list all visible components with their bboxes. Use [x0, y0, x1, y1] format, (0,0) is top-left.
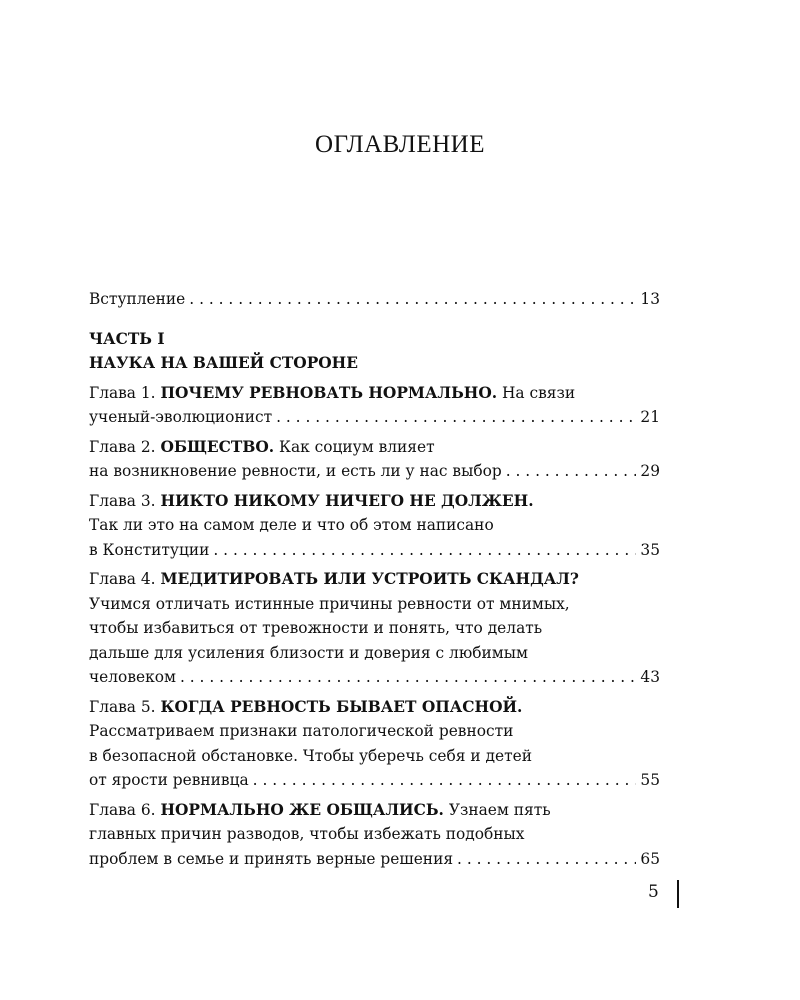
- dot-leader: [253, 768, 637, 793]
- chapter-text: ученый-эволюционист: [89, 408, 273, 426]
- toc-page-number: 65: [640, 849, 660, 868]
- chapter-number: Глава 6.: [89, 800, 156, 819]
- chapter-last-line: [89, 768, 660, 793]
- chapter-heading-line: [89, 381, 660, 406]
- chapter-text: чтобы избавиться от тревожности и понять, что делать: [89, 619, 543, 637]
- chapter-text: проблем в семье и принять верные решения: [89, 849, 454, 868]
- toc-entry-chapter-3[interactable]: [89, 489, 660, 563]
- toc-entry-chapter-2[interactable]: [89, 435, 660, 484]
- chapter-subtitle: Как социум влияет: [279, 437, 435, 456]
- chapter-number: Глава 4.: [89, 570, 156, 588]
- chapter-heading-line: [89, 695, 660, 720]
- toc-page-number: 13: [640, 290, 660, 308]
- chapter-heading-line: [89, 435, 660, 460]
- chapter-text: главных причин разводов, чтобы избежать подобных: [89, 825, 525, 843]
- toc-entry-intro[interactable]: [89, 287, 660, 312]
- toc-entry-chapter-6[interactable]: [89, 798, 660, 872]
- dot-leader: [213, 538, 636, 563]
- chapter-text: от ярости ревнивца: [89, 771, 249, 789]
- chapter-title: НИКТО НИКОМУ НИЧЕГО НЕ ДОЛЖЕН.: [160, 491, 534, 510]
- toc-page-number: 29: [640, 462, 660, 480]
- chapter-text: на возникновение ревности, и есть ли у нас выбор: [89, 462, 502, 480]
- chapter-number: Глава 1.: [89, 383, 156, 402]
- chapter-last-line: [89, 459, 660, 484]
- toc-page-number: 55: [640, 771, 660, 789]
- toc-entry-chapter-1[interactable]: [89, 381, 660, 430]
- chapter-text: человеком: [89, 668, 176, 686]
- folio-rule: [677, 880, 679, 908]
- toc-entry-label: Вступление: [89, 290, 186, 308]
- chapter-text: в безопасной обстановке. Чтобы уберечь себя и детей: [89, 746, 532, 765]
- table-of-contents: [89, 287, 660, 871]
- chapter-text: в Конституции: [89, 540, 210, 559]
- dot-leader: [457, 847, 636, 872]
- dot-leader: [189, 287, 636, 312]
- chapter-subtitle: На связи: [502, 383, 576, 402]
- dot-leader: [276, 405, 636, 430]
- toc-page-number: 21: [640, 408, 660, 426]
- page-title: ОГЛАВЛЕНИЕ: [315, 131, 485, 158]
- page-folio-number: 5: [648, 882, 659, 902]
- chapter-title: КОГДА РЕВНОСТЬ БЫВАЕТ ОПАСНОЙ.: [160, 697, 523, 716]
- chapter-list: [89, 381, 660, 872]
- chapter-last-line: [89, 405, 660, 430]
- chapter-title: ОБЩЕСТВО.: [160, 437, 275, 456]
- dot-leader: [180, 665, 636, 690]
- chapter-heading-line: [89, 489, 660, 514]
- chapter-number: Глава 5.: [89, 697, 156, 716]
- chapter-heading-line: [89, 798, 660, 823]
- chapter-text: Так ли это на самом деле и что об этом написано: [89, 516, 494, 534]
- chapter-last-line: [89, 665, 660, 690]
- toc-page-number: 43: [640, 668, 660, 686]
- part-number: ЧАСТЬ I: [89, 329, 165, 348]
- chapter-title: МЕДИТИРОВАТЬ ИЛИ УСТРОИТЬ СКАНДАЛ?: [160, 570, 579, 588]
- toc-entry-chapter-5[interactable]: [89, 695, 660, 793]
- chapter-text: дальше для усиления близости и доверия с любимым: [89, 643, 528, 662]
- chapter-text: Рассматриваем признаки патологической ревности: [89, 722, 514, 740]
- chapter-title: ПОЧЕМУ РЕВНОВАТЬ НОРМАЛЬНО.: [160, 383, 498, 402]
- chapter-text: Учимся отличать истинные причины ревности от мнимых,: [89, 594, 570, 613]
- chapter-heading-line: [89, 567, 660, 592]
- part-heading: [89, 327, 660, 376]
- chapter-number: Глава 3.: [89, 491, 156, 510]
- chapter-number: Глава 2.: [89, 437, 156, 456]
- chapter-subtitle: Узнаем пять: [448, 800, 551, 819]
- chapter-last-line: [89, 847, 660, 872]
- chapter-last-line: [89, 538, 660, 563]
- toc-page-number: 35: [640, 540, 660, 559]
- part-name: НАУКА НА ВАШЕЙ СТОРОНЕ: [89, 354, 358, 372]
- dot-leader: [506, 459, 637, 484]
- toc-entry-chapter-4[interactable]: [89, 567, 660, 690]
- chapter-title: НОРМАЛЬНО ЖЕ ОБЩАЛИСЬ.: [160, 800, 444, 819]
